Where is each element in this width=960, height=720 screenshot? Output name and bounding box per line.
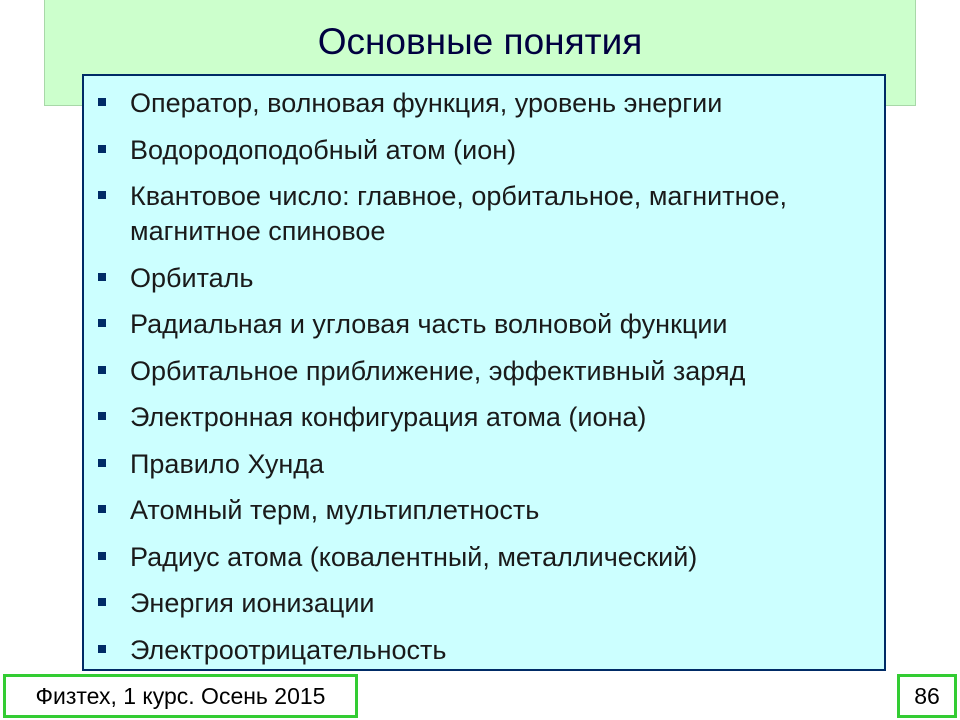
square-bullet-icon <box>98 459 106 467</box>
square-bullet-icon <box>98 598 106 606</box>
square-bullet-icon <box>98 412 106 420</box>
square-bullet-icon <box>98 273 106 281</box>
concept-list <box>84 86 884 679</box>
list-item-text: Электронная конфигурация атома (иона) <box>130 402 647 432</box>
square-bullet-icon <box>98 366 106 374</box>
list-item-text: Квантовое число: главное, орбитальное, магнитное, магнитное спиновое <box>130 181 788 246</box>
list-item-text: Орбитальное приближение, эффективный заряд <box>130 355 746 386</box>
list-item-text: Водородоподобный атом (ион) <box>130 134 517 165</box>
list-item-text: Оператор, волновая функция, уровень энергии <box>130 88 723 118</box>
list-item-text: Радиальная и угловая часть волновой функции <box>130 309 728 339</box>
list-item <box>84 307 884 342</box>
slide-title: Основные понятия <box>317 21 643 62</box>
list-item-text: Электроотрицательность <box>130 634 447 665</box>
course-footer: Физтех, 1 курс. Осень 2015 <box>3 674 358 718</box>
list-item-text: Энергия ионизации <box>130 588 375 618</box>
list-item-text: Правило Хунда <box>130 448 325 479</box>
square-bullet-icon <box>98 319 106 327</box>
list-item <box>84 447 884 482</box>
list-item <box>84 540 884 575</box>
list-item-text: Орбиталь <box>130 262 254 293</box>
page-number: 86 <box>897 674 957 718</box>
list-item-text: Атомный терм, мультиплетность <box>130 495 540 525</box>
list-item <box>84 493 884 528</box>
square-bullet-icon <box>98 645 106 653</box>
list-item <box>84 586 884 621</box>
content-panel <box>82 74 886 671</box>
list-item <box>84 354 884 389</box>
square-bullet-icon <box>98 145 106 153</box>
list-item <box>84 133 884 168</box>
list-item <box>84 86 884 121</box>
list-item <box>84 261 884 296</box>
list-item <box>84 400 884 435</box>
list-item <box>84 633 884 668</box>
square-bullet-icon <box>98 191 106 199</box>
list-item <box>84 179 884 249</box>
square-bullet-icon <box>98 552 106 560</box>
square-bullet-icon <box>98 98 106 106</box>
list-item-text: Радиус атома (ковалентный, металлический) <box>130 541 698 572</box>
square-bullet-icon <box>98 505 106 513</box>
